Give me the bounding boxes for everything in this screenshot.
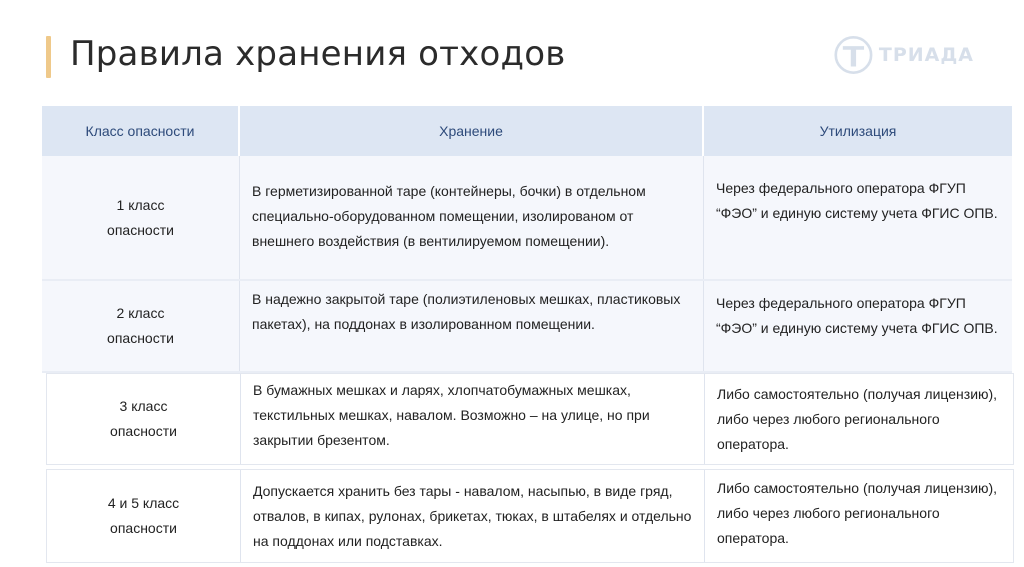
hazard-class-label: 1 класс опасности <box>107 196 174 238</box>
hazard-class-cell <box>42 156 240 279</box>
table-row <box>46 373 1014 465</box>
triada-logo <box>834 32 974 78</box>
table-header-row <box>42 106 1012 156</box>
disposal-cell: Либо самостоятельно (получая лицензию), либо через любого регионального оператора. <box>717 480 998 546</box>
disposal-cell: Через федерального оператора ФГУП “ФЭО” и единую систему учета ФГИС ОПВ. <box>716 180 998 221</box>
storage-cell: В бумажных мешках и ларях, хлопчатобумажных мешках, текстильных мешках, навалом. Возможно – на улице, но при закрытии брезентом. <box>241 374 705 464</box>
hazard-class-label: 3 класс опасности <box>110 398 177 439</box>
table-row <box>42 281 1012 373</box>
storage-cell: Допускается хранить без тары - навалом, насыпью, в виде гряд, отвалов, в кипах, рулонах, брикетах, тюках, в штабелях и отдельно на поддонах или подставках. <box>241 470 705 562</box>
hazard-class-cell <box>47 374 241 464</box>
disposal-cell: Через федерального оператора ФГУП “ФЭО” и единую систему учета ФГИС ОПВ. <box>716 295 998 336</box>
header-disposal: Утилизация <box>819 123 897 139</box>
waste-storage-table <box>42 106 1012 563</box>
slide-title: Правила хранения отходов <box>70 34 566 74</box>
hazard-class-label: 4 и 5 класс опасности <box>107 495 180 536</box>
hazard-class-cell <box>47 470 241 562</box>
table-row <box>46 469 1014 563</box>
title-accent-bar <box>46 36 51 78</box>
disposal-cell: Либо самостоятельно (получая лицензию), либо через любого регионального оператора. <box>717 386 998 452</box>
logo-text: ТРИАДА <box>878 44 974 66</box>
header-hazard-class: Класс опасности <box>42 106 240 156</box>
hazard-class-label: 2 класс опасности <box>107 305 174 346</box>
header-storage: Хранение <box>240 106 704 156</box>
storage-cell: В герметизированной таре (контейнеры, бочки) в отдельном специально-оборудованном помещении, изолированом от внешнего воздействия (в вентилируемом помещении). <box>240 156 704 279</box>
shield-logo-icon <box>834 32 873 78</box>
hazard-class-cell <box>42 281 240 371</box>
table-row <box>42 156 1012 281</box>
storage-cell: В надежно закрытой таре (полиэтиленовых мешках, пластиковых пакетах), на поддонах в изолированном помещении. <box>240 281 704 371</box>
